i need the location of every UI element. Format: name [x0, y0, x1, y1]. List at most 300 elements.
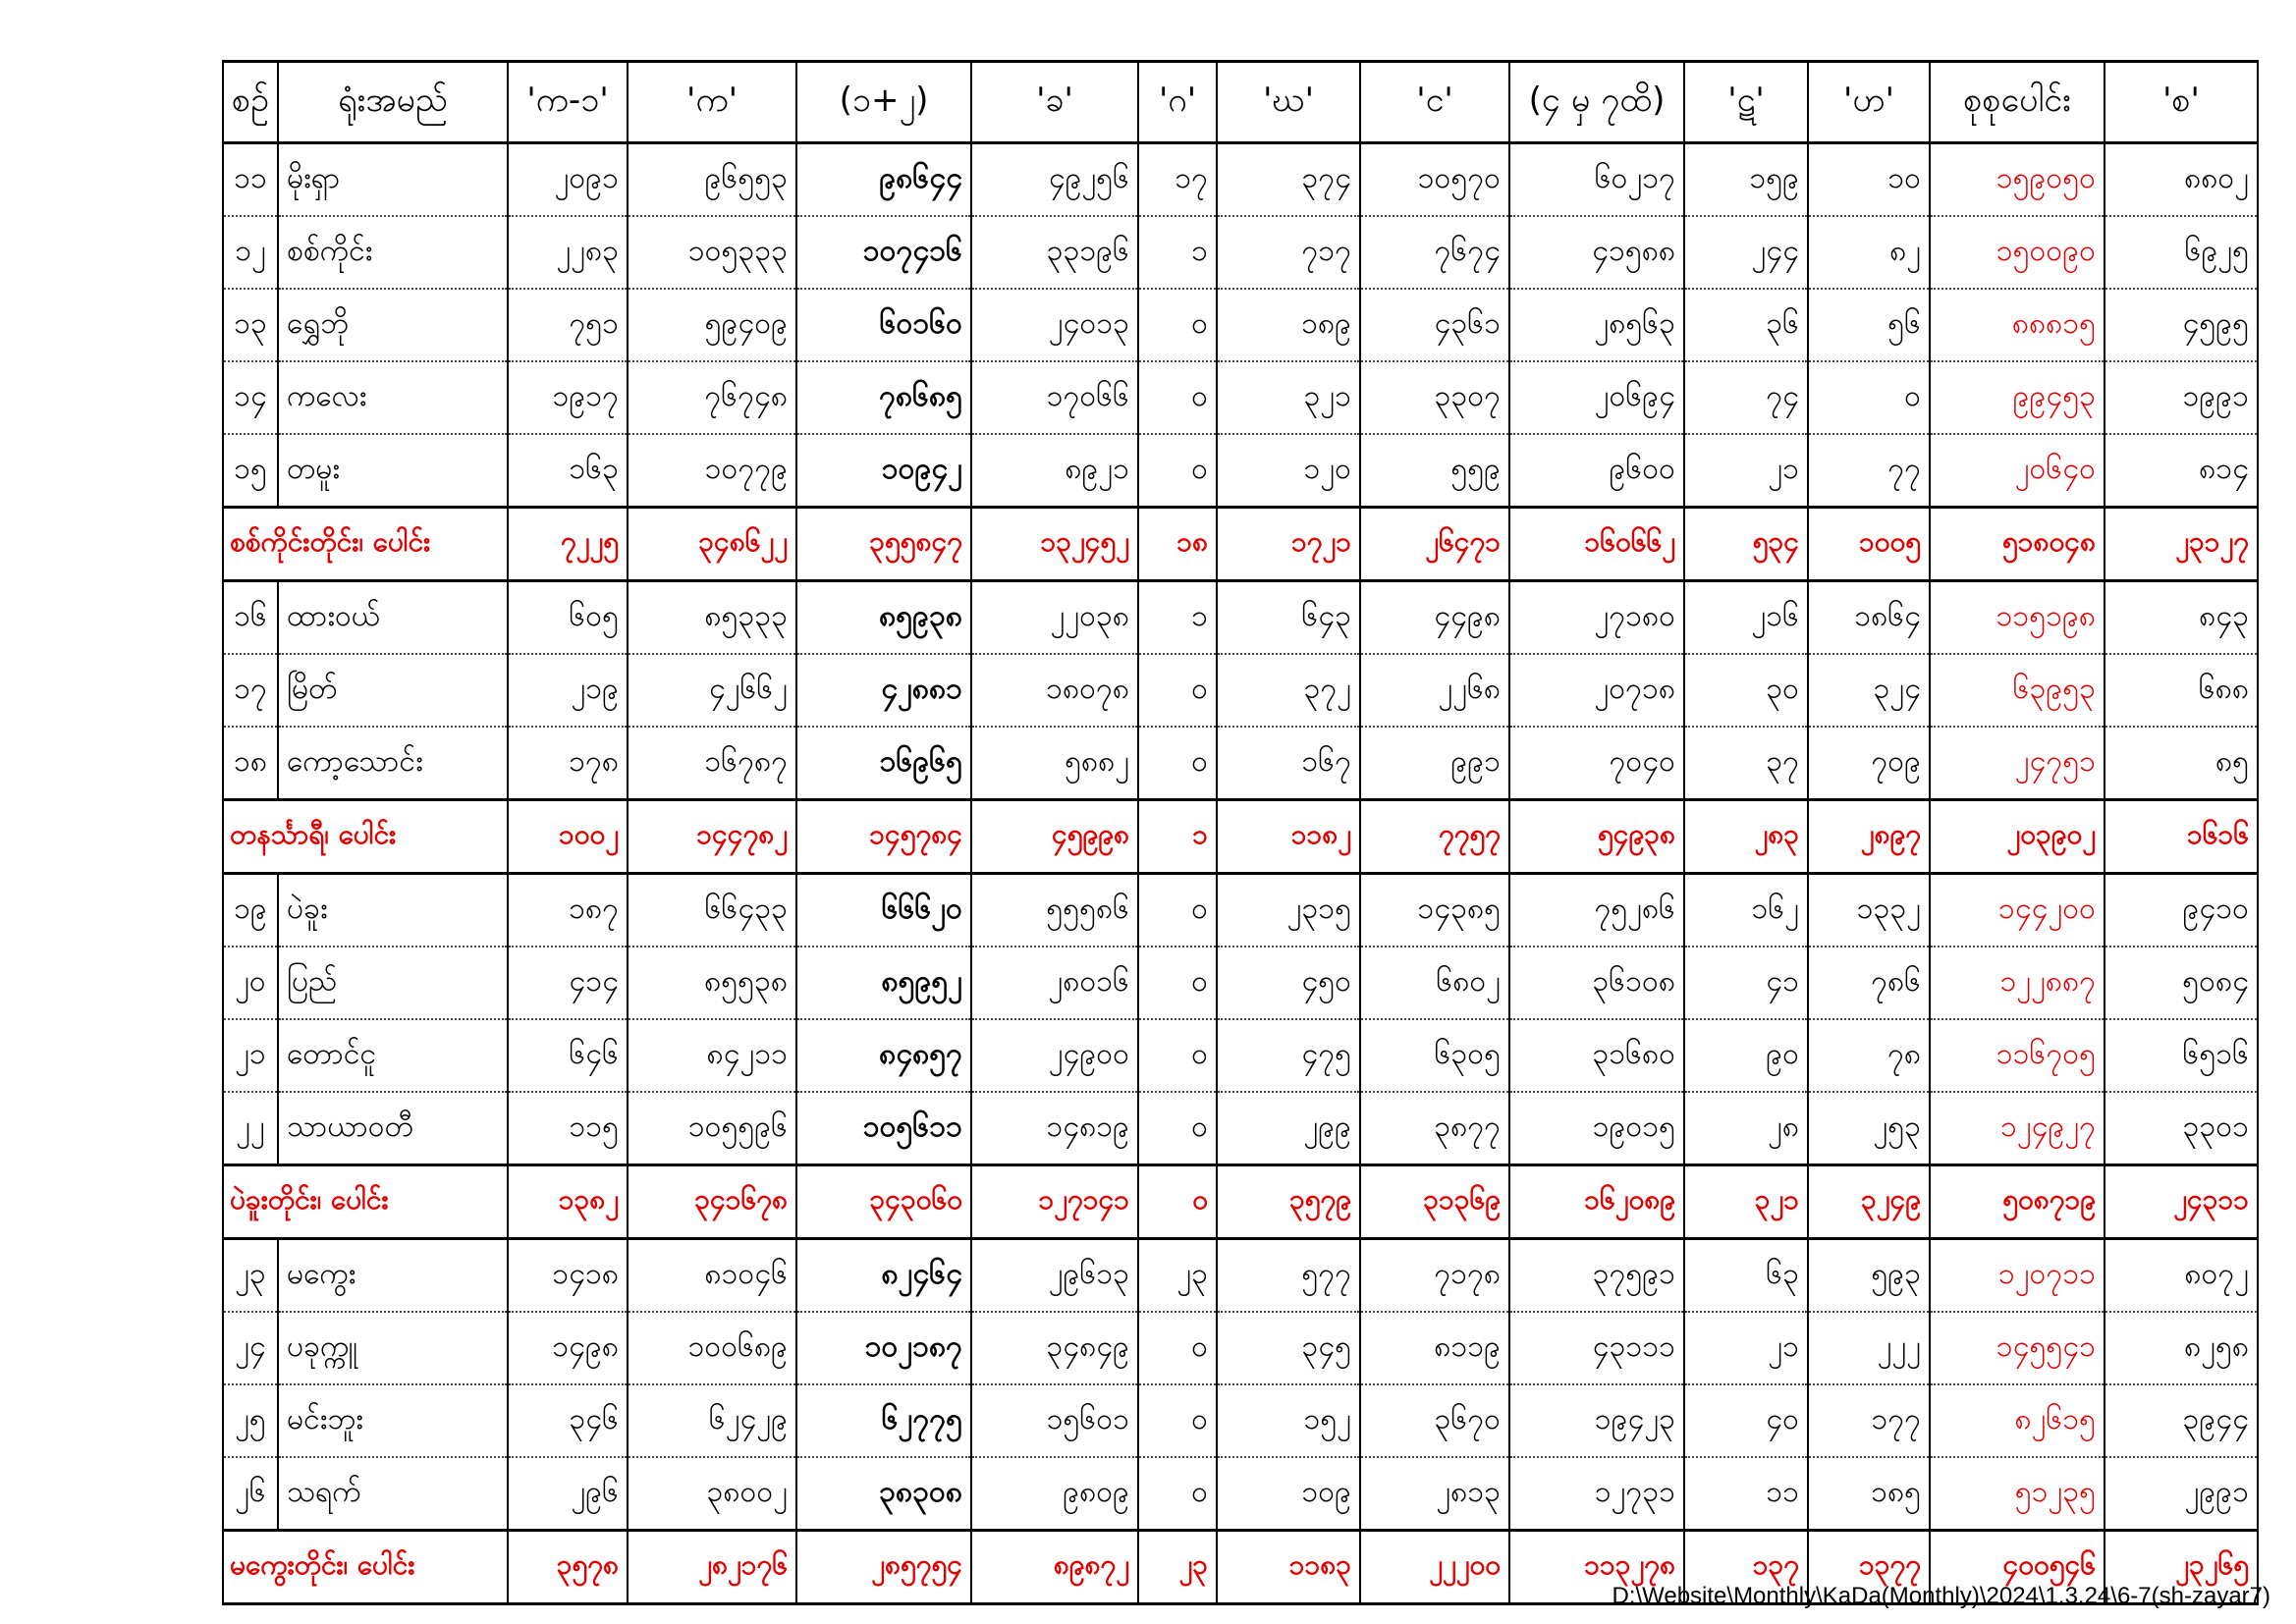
office-name-cell: ပြည် — [278, 947, 508, 1019]
value-cell: ၆၅၁၆ — [2105, 1019, 2258, 1092]
value-cell: ၁၆၉၆၅ — [796, 727, 971, 800]
serial-cell: ၂၆ — [223, 1457, 278, 1531]
subtotal-label: မကွေးတိုင်း၊ ပေါင်း — [223, 1531, 508, 1604]
table-row — [223, 216, 2258, 289]
serial-cell: ၂၀ — [223, 947, 278, 1019]
value-cell: ၂၀၃၉၀၂ — [1930, 800, 2105, 874]
value-cell: ၁၆၂၀၈၉ — [1509, 1165, 1684, 1239]
subtotal-row — [223, 1165, 2258, 1239]
value-cell: ၇၀၉ — [1808, 727, 1930, 800]
serial-cell: ၁၁ — [223, 143, 278, 217]
value-cell: ၅၁၈၀၄၈ — [1930, 508, 2105, 581]
column-header: (၄ မှ ၇ထိ) — [1509, 62, 1684, 143]
value-cell: ၁၀၅၆၁၁ — [796, 1092, 971, 1165]
value-cell: ၃၈၇၇ — [1360, 1092, 1509, 1165]
value-cell: ၁၂၇၃၁ — [1509, 1457, 1684, 1531]
column-header: (၁+၂) — [796, 62, 971, 143]
table-row — [223, 1019, 2258, 1092]
value-cell: ၈၂၄၆၄ — [796, 1239, 971, 1313]
value-cell: ၁ — [1138, 581, 1217, 655]
serial-cell: ၁၉ — [223, 874, 278, 947]
value-cell: ၁၁ — [1684, 1457, 1808, 1531]
value-cell: ၀ — [1138, 361, 1217, 434]
value-cell: ၆၀၁၆၀ — [796, 289, 971, 361]
value-cell: ၆၆၆၂၀ — [796, 874, 971, 947]
value-cell: ၂၂၂ — [1808, 1312, 1930, 1384]
value-cell: ၂၈၃ — [1684, 800, 1808, 874]
value-cell: ၇၀၄၀ — [1509, 727, 1684, 800]
column-header: 'င' — [1360, 62, 1509, 143]
value-cell: ၂၂၈၃ — [508, 216, 628, 289]
column-header: 'ဟ' — [1808, 62, 1930, 143]
value-cell: ၈၅၅၃၈ — [628, 947, 796, 1019]
value-cell: ၆၀၂၁၇ — [1509, 143, 1684, 217]
table-row — [223, 874, 2258, 947]
value-cell: ၂၃ — [1138, 1531, 1217, 1604]
value-cell: ၂၂၆၈ — [1360, 654, 1509, 727]
serial-cell: ၁၃ — [223, 289, 278, 361]
value-cell: ၀ — [1138, 874, 1217, 947]
value-cell: ၂၂၂၀၀ — [1360, 1531, 1509, 1604]
value-cell: ၁၄၃၈၅ — [1360, 874, 1509, 947]
value-cell: ၈၁၁၉ — [1360, 1312, 1509, 1384]
column-header: 'စ' — [2105, 62, 2258, 143]
value-cell: ၂၄၇၅၁ — [1930, 727, 2105, 800]
value-cell: ၂၉၉၁ — [2105, 1457, 2258, 1531]
value-cell: ၁၂၂၈၈၇ — [1930, 947, 2105, 1019]
value-cell: ၂၈၂၁၇၆ — [628, 1531, 796, 1604]
value-cell: ၁၃၇ — [1684, 1531, 1808, 1604]
value-cell: ၆၆၄၃၃ — [628, 874, 796, 947]
value-cell: ၃၇၅၉၁ — [1509, 1239, 1684, 1313]
value-cell: ၁၃၇၇ — [1808, 1531, 1930, 1604]
value-cell: ၃၂၁ — [1684, 1165, 1808, 1239]
value-cell: ၁၇၂၁ — [1217, 508, 1360, 581]
value-cell: ၈၈၀၂ — [2105, 143, 2258, 217]
value-cell: ၁၁၅၁၉၈ — [1930, 581, 2105, 655]
value-cell: ၈၀၇၂ — [2105, 1239, 2258, 1313]
value-cell: ၁၆၁၆ — [2105, 800, 2258, 874]
value-cell: ၈၅၉၃၈ — [796, 581, 971, 655]
value-cell: ၀ — [1138, 1312, 1217, 1384]
value-cell: ၁၈ — [1138, 508, 1217, 581]
value-cell: ၁၁၈၃ — [1217, 1531, 1360, 1604]
value-cell: ၁၅၉၀၅၀ — [1930, 143, 2105, 217]
office-name-cell: တမူး — [278, 434, 508, 508]
column-header: 'ခ' — [971, 62, 1138, 143]
value-cell: ၇၈၆ — [1808, 947, 1930, 1019]
value-cell: ၄၀၀၅၄၆ — [1930, 1531, 2105, 1604]
value-cell: ၇၆၇၄ — [1360, 216, 1509, 289]
value-cell: ၅၀၈၇၁၉ — [1930, 1165, 2105, 1239]
value-cell: ၃၄၈၆၂၂ — [628, 508, 796, 581]
value-cell: ၅၅၅၈၆ — [971, 874, 1138, 947]
value-cell: ၂၄၉၀၀ — [971, 1019, 1138, 1092]
value-cell: ၀ — [1138, 1384, 1217, 1457]
data-table — [222, 60, 2259, 1605]
table-row — [223, 581, 2258, 655]
table-row — [223, 434, 2258, 508]
table-row — [223, 1312, 2258, 1384]
value-cell: ၆၂၇၇၅ — [796, 1384, 971, 1457]
value-cell: ၁၀၀၆၈၉ — [628, 1312, 796, 1384]
value-cell: ၁၄၄၇၈၂ — [628, 800, 796, 874]
value-cell: ၅၆ — [1808, 289, 1930, 361]
value-cell: ၈၁၀၄၆ — [628, 1239, 796, 1313]
value-cell: ၇၈၆၈၅ — [796, 361, 971, 434]
table-row — [223, 361, 2258, 434]
value-cell: ၀ — [1808, 361, 1930, 434]
value-cell: ၃၁၃၆၉ — [1360, 1165, 1509, 1239]
value-cell: ၂၃၁၂၇ — [2105, 508, 2258, 581]
value-cell: ၁၆၃ — [508, 434, 628, 508]
value-cell: ၇၅၂၈၆ — [1509, 874, 1684, 947]
value-cell: ၂၃ — [1138, 1239, 1217, 1313]
value-cell: ၃၄၆ — [508, 1384, 628, 1457]
value-cell: ၅၃၄ — [1684, 508, 1808, 581]
table-row — [223, 289, 2258, 361]
value-cell: ၁၀၉ — [1217, 1457, 1360, 1531]
value-cell: ၁၈၇ — [508, 874, 628, 947]
value-cell: ၆၃၀၅ — [1360, 1019, 1509, 1092]
value-cell: ၂၈၅၆၃ — [1509, 289, 1684, 361]
column-header: ရုံးအမည် — [278, 62, 508, 143]
value-cell: ၁၀၉၄၂ — [796, 434, 971, 508]
value-cell: ၇၅၁ — [508, 289, 628, 361]
value-cell: ၀ — [1138, 1092, 1217, 1165]
value-cell: ၄၅၉၉၈ — [971, 800, 1138, 874]
value-cell: ၆၀၅ — [508, 581, 628, 655]
value-cell: ၅၅၉ — [1360, 434, 1509, 508]
value-cell: ၀ — [1138, 434, 1217, 508]
value-cell: ၂၄၄ — [1684, 216, 1808, 289]
value-cell: ၈၅ — [2105, 727, 2258, 800]
value-cell: ၃၉၄၄ — [2105, 1384, 2258, 1457]
value-cell: ၉၉၄၅၃ — [1930, 361, 2105, 434]
serial-cell: ၁၄ — [223, 361, 278, 434]
value-cell: ၄၁ — [1684, 947, 1808, 1019]
value-cell: ၈၂၆၁၅ — [1930, 1384, 2105, 1457]
value-cell: ၁၀၅၅၉၆ — [628, 1092, 796, 1165]
value-cell: ၂၄၃၁၁ — [2105, 1165, 2258, 1239]
office-name-cell: သရက် — [278, 1457, 508, 1531]
serial-cell: ၁၇ — [223, 654, 278, 727]
value-cell: ၈၅၃၃၃ — [628, 581, 796, 655]
value-cell: ၄၄၉၈ — [1360, 581, 1509, 655]
value-cell: ၇၇ — [1808, 434, 1930, 508]
value-cell: ၈၄၈၅၇ — [796, 1019, 971, 1092]
value-cell: ၁၃၂၄၅၂ — [971, 508, 1138, 581]
office-name-cell: မြိတ် — [278, 654, 508, 727]
value-cell: ၂၉၆ — [508, 1457, 628, 1531]
value-cell: ၁၄၅၅၄၁ — [1930, 1312, 2105, 1384]
value-cell: ၈၂၅၈ — [2105, 1312, 2258, 1384]
value-cell: ၄၉၂၅၆ — [971, 143, 1138, 217]
value-cell: ၆၈၈ — [2105, 654, 2258, 727]
value-cell: ၀ — [1138, 947, 1217, 1019]
value-cell: ၉၈၀၉ — [971, 1457, 1138, 1531]
value-cell: ၂၆၄၇၁ — [1360, 508, 1509, 581]
office-name-cell: ကလေး — [278, 361, 508, 434]
value-cell: ၈၉၂၁ — [971, 434, 1138, 508]
value-cell: ၆၃၉၅၃ — [1930, 654, 2105, 727]
value-cell: ၁၄၄၂၀၀ — [1930, 874, 2105, 947]
subtotal-row — [223, 508, 2258, 581]
office-name-cell: ပခုက္ကူ — [278, 1312, 508, 1384]
table-row — [223, 1092, 2258, 1165]
column-header: စုစုပေါင်း — [1930, 62, 2105, 143]
value-cell: ၃၆၁၀၈ — [1509, 947, 1684, 1019]
value-cell: ၁၅၀၀၉၀ — [1930, 216, 2105, 289]
value-cell: ၁၁၈၂ — [1217, 800, 1360, 874]
table-row — [223, 654, 2258, 727]
value-cell: ၂၇၁၈၀ — [1509, 581, 1684, 655]
serial-cell: ၂၅ — [223, 1384, 278, 1457]
value-cell: ၃၃၀၇ — [1360, 361, 1509, 434]
column-header: 'က-၁' — [508, 62, 628, 143]
office-name-cell: သာယာဝတီ — [278, 1092, 508, 1165]
value-cell: ၂၁ — [1684, 1312, 1808, 1384]
value-cell: ၈၄၂၁၁ — [628, 1019, 796, 1092]
value-cell: ၉၆၀၀ — [1509, 434, 1684, 508]
value-cell: ၀ — [1138, 1457, 1217, 1531]
value-cell: ၂၂၀၃၈ — [971, 581, 1138, 655]
value-cell: ၁၂၀ — [1217, 434, 1360, 508]
value-cell: ၁၀၅၃၃၃ — [628, 216, 796, 289]
table-row — [223, 1457, 2258, 1531]
value-cell: ၆၉၂၅ — [2105, 216, 2258, 289]
value-cell: ၂၈၅၇၅၄ — [796, 1531, 971, 1604]
serial-cell: ၂၁ — [223, 1019, 278, 1092]
value-cell: ၄၁၄ — [508, 947, 628, 1019]
value-cell: ၂၅၃ — [1808, 1092, 1930, 1165]
value-cell: ၁၇ — [1138, 143, 1217, 217]
subtotal-label: တနင်္သာရီ၊ ပေါင်း — [223, 800, 508, 874]
serial-cell: ၁၆ — [223, 581, 278, 655]
value-cell: ၇၇၅၇ — [1360, 800, 1509, 874]
serial-cell: ၁၈ — [223, 727, 278, 800]
value-cell: ၂၀၆၄၀ — [1930, 434, 2105, 508]
value-cell: ၁၈၅ — [1808, 1457, 1930, 1531]
value-cell: ၉၀ — [1684, 1019, 1808, 1092]
value-cell: ၈၉၈၇၂ — [971, 1531, 1138, 1604]
value-cell: ၃၈၃၀၈ — [796, 1457, 971, 1531]
subtotal-label: ပဲခူးတိုင်း၊ ပေါင်း — [223, 1165, 508, 1239]
value-cell: ၃၅၇၈ — [508, 1531, 628, 1604]
value-cell: ၂၉၉ — [1217, 1092, 1360, 1165]
value-cell: ၇၄ — [1684, 361, 1808, 434]
value-cell: ၁၅၆၀၁ — [971, 1384, 1138, 1457]
value-cell: ၄၃၆၁ — [1360, 289, 1509, 361]
value-cell: ၆၄၃ — [1217, 581, 1360, 655]
value-cell: ၂၄၀၁၃ — [971, 289, 1138, 361]
column-header: စဉ် — [223, 62, 278, 143]
value-cell: ၁၀ — [1808, 143, 1930, 217]
value-cell: ၆၃ — [1684, 1239, 1808, 1313]
value-cell: ၃၇၂ — [1217, 654, 1360, 727]
value-cell: ၄၀ — [1684, 1384, 1808, 1457]
value-cell: ၁၀၀၂ — [508, 800, 628, 874]
value-cell: ၉၆၅၅၃ — [628, 143, 796, 217]
office-name-cell: မင်းဘူး — [278, 1384, 508, 1457]
value-cell: ၀ — [1138, 289, 1217, 361]
value-cell: ၃၆၇၀ — [1360, 1384, 1509, 1457]
value-cell: ၂၈၁၃ — [1360, 1457, 1509, 1531]
value-cell: ၈၁၄ — [2105, 434, 2258, 508]
value-cell: ၄၂၈၈၁ — [796, 654, 971, 727]
serial-cell: ၂၄ — [223, 1312, 278, 1384]
value-cell: ၁၅၉ — [1684, 143, 1808, 217]
value-cell: ၀ — [1138, 1165, 1217, 1239]
value-cell: ၁၁၃၂၇၈ — [1509, 1531, 1684, 1604]
value-cell: ၆၄၆ — [508, 1019, 628, 1092]
value-cell: ၁၀၅၇၀ — [1360, 143, 1509, 217]
value-cell: ၂၀၆၉၄ — [1509, 361, 1684, 434]
value-cell: ၁၄၈၁၉ — [971, 1092, 1138, 1165]
value-cell: ၄၅၀ — [1217, 947, 1360, 1019]
value-cell: ၁၉၄၂၃ — [1509, 1384, 1684, 1457]
value-cell: ၃၁၆၈၀ — [1509, 1019, 1684, 1092]
value-cell: ၅၉၄၀၉ — [628, 289, 796, 361]
value-cell: ၈၂ — [1808, 216, 1930, 289]
value-cell: ၅၀၈၄ — [2105, 947, 2258, 1019]
value-cell: ၀ — [1138, 727, 1217, 800]
value-cell: ၆၂၄၂၉ — [628, 1384, 796, 1457]
value-cell: ၃၄၈၄၉ — [971, 1312, 1138, 1384]
value-cell: ၁၄၁၈ — [508, 1239, 628, 1313]
value-cell: ၃၃၀၁ — [2105, 1092, 2258, 1165]
value-cell: ၃၂၄၉ — [1808, 1165, 1930, 1239]
value-cell: ၁၆၀၆၆၂ — [1509, 508, 1684, 581]
value-cell: ၁ — [1138, 216, 1217, 289]
serial-cell: ၂၂ — [223, 1092, 278, 1165]
office-name-cell: ရွှေဘို — [278, 289, 508, 361]
value-cell: ၅၁၂၃၅ — [1930, 1457, 2105, 1531]
value-cell: ၃၇ — [1684, 727, 1808, 800]
column-header: 'က' — [628, 62, 796, 143]
office-name-cell: ကော့သောင်း — [278, 727, 508, 800]
value-cell: ၅၄၉၃၈ — [1509, 800, 1684, 874]
value-cell: ၇၂၂၅ — [508, 508, 628, 581]
office-name-cell: စစ်ကိုင်း — [278, 216, 508, 289]
value-cell: ၄၃၁၁၁ — [1509, 1312, 1684, 1384]
value-cell: ၁၉၉၁ — [2105, 361, 2258, 434]
value-cell: ၁၉၁၇ — [508, 361, 628, 434]
value-cell: ၂၈ — [1684, 1092, 1808, 1165]
value-cell: ၂၃၁၅ — [1217, 874, 1360, 947]
column-header: 'ဂ' — [1138, 62, 1217, 143]
value-cell: ၇၁၇၈ — [1360, 1239, 1509, 1313]
value-cell: ၁၃၃၂ — [1808, 874, 1930, 947]
value-cell: ၃၂၁ — [1217, 361, 1360, 434]
value-cell: ၁၈၉ — [1217, 289, 1360, 361]
value-cell: ၁၀၇၇၉ — [628, 434, 796, 508]
table-row — [223, 143, 2258, 217]
value-cell: ၃၀ — [1684, 654, 1808, 727]
office-name-cell: မိုးရှာ — [278, 143, 508, 217]
office-name-cell: ပဲခူး — [278, 874, 508, 947]
value-cell: ၃၇၄ — [1217, 143, 1360, 217]
value-cell: ၂၀၇၁၈ — [1509, 654, 1684, 727]
value-cell: ၁၈၆၄ — [1808, 581, 1930, 655]
value-cell: ၂၃၂၆၅ — [2105, 1531, 2258, 1604]
serial-cell: ၁၂ — [223, 216, 278, 289]
value-cell: ၈၈၈၁၅ — [1930, 289, 2105, 361]
value-cell: ၁၆၇ — [1217, 727, 1360, 800]
value-cell: ၃၅၅၈၄၇ — [796, 508, 971, 581]
column-header: 'ဋ' — [1684, 62, 1808, 143]
value-cell: ၂၈၀၁၆ — [971, 947, 1138, 1019]
value-cell: ၈၅၉၅၂ — [796, 947, 971, 1019]
subtotal-label: စစ်ကိုင်းတိုင်း၊ ပေါင်း — [223, 508, 508, 581]
value-cell: ၄၁၅၈၈ — [1509, 216, 1684, 289]
value-cell: ၃၃၁၉၆ — [971, 216, 1138, 289]
value-cell: ၃၅၇၉ — [1217, 1165, 1360, 1239]
value-cell: ၁၉၀၁၅ — [1509, 1092, 1684, 1165]
office-name-cell: မကွေး — [278, 1239, 508, 1313]
value-cell: ၁၂၄၉၂၇ — [1930, 1092, 2105, 1165]
value-cell: ၅၈၈၂ — [971, 727, 1138, 800]
value-cell: ၃၈၀၀၂ — [628, 1457, 796, 1531]
value-cell: ၂၈၉၇ — [1808, 800, 1930, 874]
value-cell: ၁၀၀၅ — [1808, 508, 1930, 581]
table-row — [223, 1384, 2258, 1457]
header-row — [223, 62, 2258, 143]
value-cell: ၅၇၇ — [1217, 1239, 1360, 1313]
table-row — [223, 1239, 2258, 1313]
value-cell: ၁၀၇၄၁၆ — [796, 216, 971, 289]
value-cell: ၂၁ — [1684, 434, 1808, 508]
value-cell: ၇၁၇ — [1217, 216, 1360, 289]
value-cell: ၂၀၉၁ — [508, 143, 628, 217]
value-cell: ၁၅၂ — [1217, 1384, 1360, 1457]
value-cell: ၁၄၉၈ — [508, 1312, 628, 1384]
value-cell: ၁၄၅၇၈၄ — [796, 800, 971, 874]
value-cell: ၁၁၅ — [508, 1092, 628, 1165]
value-cell: ၁၁၆၇၀၅ — [1930, 1019, 2105, 1092]
value-cell: ၄၅၉၅ — [2105, 289, 2258, 361]
value-cell: ၃၄၃၀၆၀ — [796, 1165, 971, 1239]
value-cell: ၄၂၆၆၂ — [628, 654, 796, 727]
value-cell: ၈၄၃ — [2105, 581, 2258, 655]
value-cell: ၃၆ — [1684, 289, 1808, 361]
value-cell: ၁၀၂၁၈၇ — [796, 1312, 971, 1384]
value-cell: ၁၂၇၁၄၁ — [971, 1165, 1138, 1239]
value-cell: ၀ — [1138, 654, 1217, 727]
value-cell: ၉၉၁ — [1360, 727, 1509, 800]
value-cell: ၁၂၀၇၁၁ — [1930, 1239, 2105, 1313]
value-cell: ၁၃၈၂ — [508, 1165, 628, 1239]
value-cell: ၀ — [1138, 1019, 1217, 1092]
value-cell: ၁၆၂ — [1684, 874, 1808, 947]
value-cell: ၉၈၆၄၄ — [796, 143, 971, 217]
value-cell: ၃၄၅ — [1217, 1312, 1360, 1384]
value-cell: ၇၈ — [1808, 1019, 1930, 1092]
serial-cell: ၂၃ — [223, 1239, 278, 1313]
value-cell: ၁၇၈ — [508, 727, 628, 800]
value-cell: ၃၂၄ — [1808, 654, 1930, 727]
table-row — [223, 727, 2258, 800]
office-name-cell: ထားဝယ် — [278, 581, 508, 655]
serial-cell: ၁၅ — [223, 434, 278, 508]
subtotal-row — [223, 800, 2258, 874]
column-header: 'ဃ' — [1217, 62, 1360, 143]
value-cell: ၇၆၇၄၈ — [628, 361, 796, 434]
value-cell: ၁ — [1138, 800, 1217, 874]
value-cell: ၃၄၁၆၇၈ — [628, 1165, 796, 1239]
value-cell: ၁၈၀၇၈ — [971, 654, 1138, 727]
value-cell: ၂၉၆၁၃ — [971, 1239, 1138, 1313]
